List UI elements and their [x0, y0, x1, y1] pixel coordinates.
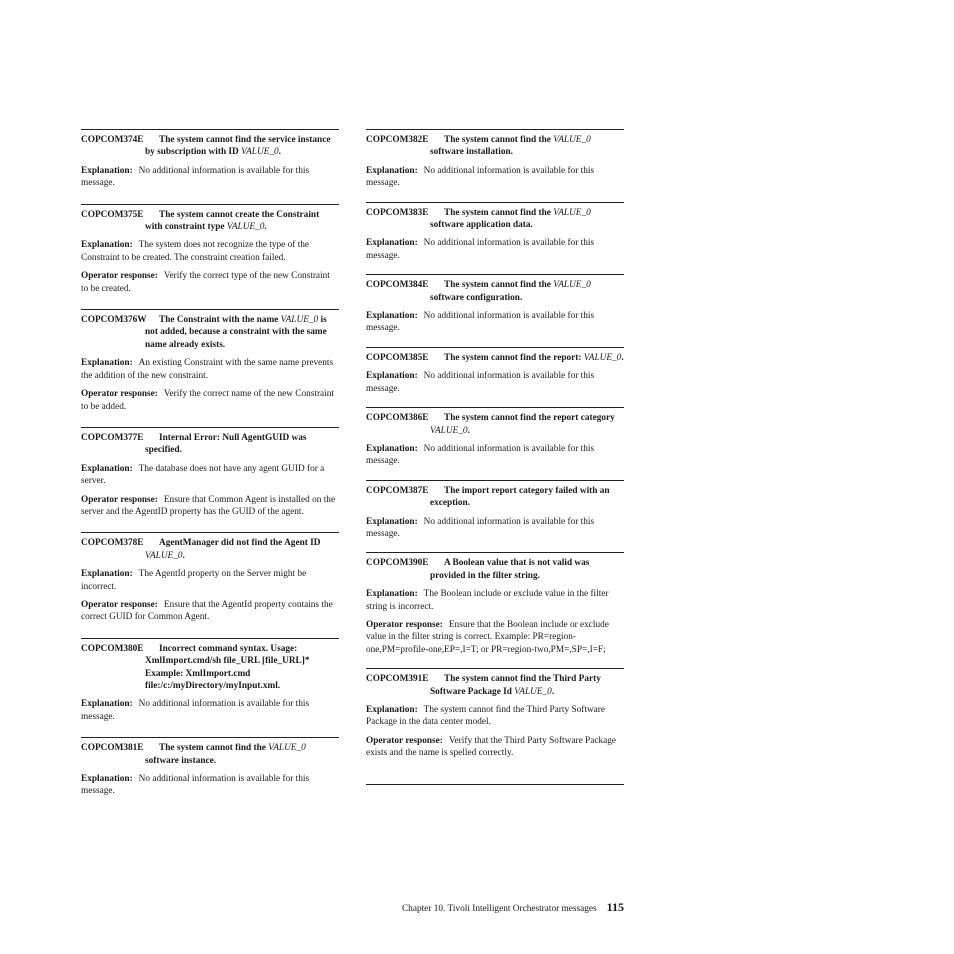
- message-id: COPCOM384E: [366, 280, 429, 291]
- operator-response-paragraph: [81, 388, 339, 413]
- explanation-text: An existing Constraint with the same name prevents the addition of the new constraint.: [81, 358, 334, 381]
- message-variable: VALUE_0: [241, 147, 279, 158]
- message-title-suffix: .: [278, 147, 281, 158]
- explanation-label: Explanation:: [81, 240, 133, 251]
- right-column: [366, 129, 624, 785]
- explanation-paragraph: [81, 568, 339, 593]
- message-entry: [81, 129, 339, 190]
- explanation-text: No additional information is available for this message.: [366, 165, 595, 189]
- message-id: COPCOM391E: [366, 674, 429, 685]
- operator-response-text: Verify the correct type of the new Constraint to be created.: [81, 271, 330, 294]
- explanation-label: Explanation:: [366, 165, 418, 176]
- operator-response-label: Operator response:: [366, 735, 443, 746]
- footer-chapter: Chapter 10. Tivoli Intelligent Orchestrator messages: [401, 904, 597, 914]
- message-title-text: Incorrect command syntax. Usage: XmlImport.cmd/sh file_URL [file_URL]* Example: XmlImport.cmd file:/c:/myDirectory/myInput.xml.: [145, 643, 310, 691]
- explanation-paragraph: [81, 165, 339, 190]
- explanation-label: Explanation:: [81, 774, 133, 785]
- message-entry: [81, 532, 339, 623]
- message-variable: VALUE_0: [226, 222, 265, 233]
- operator-response-text: Ensure that the AgentId property contains the correct GUID for Common Agent.: [81, 599, 333, 623]
- operator-response-label: Operator response:: [81, 389, 158, 400]
- message-id: COPCOM382E: [366, 135, 429, 145]
- message-id: COPCOM376W: [81, 315, 147, 326]
- operator-response-label: Operator response:: [81, 599, 158, 610]
- message-entry: [366, 480, 624, 541]
- message-heading: [81, 643, 339, 693]
- message-title-suffix: software instance.: [145, 755, 217, 766]
- message-entry: [366, 407, 624, 468]
- explanation-label: Explanation:: [366, 516, 418, 527]
- message-variable: VALUE_0: [145, 550, 183, 561]
- message-id: COPCOM374E: [81, 135, 144, 145]
- message-entry: [81, 638, 339, 723]
- explanation-label: Explanation:: [366, 238, 418, 249]
- message-title-suffix: software configuration.: [430, 292, 523, 303]
- message-title-suffix: software application data.: [430, 220, 533, 231]
- message-title-text: The system cannot find the report category: [444, 413, 615, 424]
- message-variable: VALUE_0: [268, 743, 306, 754]
- explanation-paragraph: [366, 165, 624, 190]
- explanation-paragraph: [81, 698, 339, 723]
- message-entry: [81, 737, 339, 798]
- operator-response-label: Operator response:: [81, 494, 158, 505]
- message-heading: [81, 742, 339, 767]
- message-id: COPCOM385E: [366, 352, 429, 363]
- message-title-suffix: software installation.: [430, 147, 513, 158]
- message-id: COPCOM383E: [366, 207, 429, 218]
- message-variable: VALUE_0: [583, 352, 622, 363]
- explanation-label: Explanation:: [366, 371, 418, 382]
- column-end-rule: [366, 784, 624, 785]
- message-id: COPCOM377E: [81, 432, 144, 443]
- explanation-text: No additional information is available for this message.: [366, 371, 595, 394]
- message-entry: [81, 309, 339, 413]
- message-id: COPCOM386E: [366, 413, 429, 424]
- message-title-text: Internal Error: Null AgentGUID was specified.: [145, 432, 307, 456]
- message-variable: VALUE_0: [553, 207, 591, 218]
- explanation-text: No additional information is available for this message.: [81, 699, 310, 722]
- explanation-text: The Boolean include or exclude value in the filter string is incorrect.: [366, 589, 609, 612]
- explanation-paragraph: [366, 443, 624, 468]
- operator-response-label: Operator response:: [81, 271, 158, 282]
- explanation-paragraph: [366, 588, 624, 613]
- message-title-suffix: .: [551, 686, 555, 697]
- message-id: COPCOM390E: [366, 558, 429, 569]
- explanation-paragraph: [366, 370, 624, 395]
- message-heading: [81, 209, 339, 234]
- message-title-suffix: .: [264, 222, 267, 233]
- message-entry: [366, 129, 624, 190]
- message-variable: VALUE_0: [280, 315, 319, 326]
- message-heading: [366, 134, 624, 159]
- explanation-label: Explanation:: [81, 165, 133, 176]
- message-id: COPCOM381E: [81, 743, 144, 754]
- explanation-text: No additional information is available for this message.: [81, 774, 310, 797]
- operator-response-text: Verify that the Third Party Software Package exists and the name is spelled correctly.: [366, 735, 616, 759]
- explanation-text: No additional information is available for this message.: [366, 311, 595, 334]
- message-id: COPCOM375E: [81, 209, 144, 220]
- explanation-label: Explanation:: [366, 311, 418, 322]
- explanation-text: No additional information is available for this message.: [81, 165, 310, 189]
- operator-response-paragraph: [81, 599, 339, 624]
- explanation-paragraph: [366, 516, 624, 541]
- message-title-text: The system cannot create the Constraint with constraint type: [145, 209, 320, 233]
- message-heading: [81, 537, 339, 562]
- explanation-paragraph: [81, 773, 339, 798]
- message-heading: [81, 432, 339, 457]
- message-title-text: The Constraint with the name: [159, 315, 279, 326]
- operator-response-text: Verify the correct name of the new Constraint to be added.: [81, 389, 334, 412]
- message-heading: [366, 485, 624, 510]
- message-title-text: AgentManager did not find the Agent ID: [159, 538, 321, 549]
- message-variable: VALUE_0: [430, 425, 468, 436]
- message-title-text: The system cannot find the: [444, 207, 551, 218]
- operator-response-paragraph: [81, 270, 339, 295]
- message-heading: [366, 412, 624, 437]
- explanation-label: Explanation:: [366, 589, 418, 600]
- message-title-suffix: .: [182, 550, 185, 561]
- explanation-text: No additional information is available for this message.: [366, 443, 595, 467]
- explanation-paragraph: [366, 704, 624, 729]
- explanation-paragraph: [81, 357, 339, 382]
- explanation-paragraph: [366, 310, 624, 335]
- message-entry: [81, 427, 339, 518]
- message-title-text: The import report category failed with an exception.: [430, 485, 610, 509]
- message-title-text: A Boolean value that is not valid was provided in the filter string.: [430, 558, 590, 581]
- message-variable: VALUE_0: [514, 686, 552, 697]
- message-entry: [366, 668, 624, 759]
- message-title-suffix: .: [467, 425, 470, 436]
- message-id: COPCOM380E: [81, 643, 144, 654]
- message-title-text: The system cannot find the service instance by subscription with ID: [145, 135, 331, 158]
- operator-response-paragraph: [366, 619, 624, 656]
- message-title-text: The system cannot find the: [159, 743, 266, 754]
- message-variable: VALUE_0: [553, 280, 591, 291]
- message-title-text: The system cannot find the Third Party Software Package Id: [430, 674, 601, 697]
- message-title-text: The system cannot find the: [444, 280, 551, 291]
- explanation-label: Explanation:: [81, 699, 133, 710]
- page-footer: [402, 900, 624, 915]
- message-heading: [81, 134, 339, 159]
- explanation-paragraph: [81, 463, 339, 488]
- message-title-suffix: .: [621, 352, 624, 363]
- message-entry: [366, 552, 624, 656]
- explanation-text: No additional information is available for this message.: [366, 238, 595, 261]
- operator-response-paragraph: [366, 735, 624, 760]
- message-title-suffix: is not added, because a constraint with the same name already exists.: [145, 315, 327, 350]
- explanation-label: Explanation:: [81, 569, 133, 580]
- explanation-text: The system cannot find the Third Party Software Package in the data center model.: [366, 705, 606, 728]
- explanation-paragraph: [81, 239, 339, 264]
- message-heading: [366, 557, 624, 582]
- explanation-text: The database does not have any agent GUID for a server.: [81, 463, 325, 487]
- explanation-paragraph: [366, 237, 624, 262]
- explanation-text: No additional information is available for this message.: [366, 516, 595, 539]
- message-entry: [81, 204, 339, 295]
- explanation-label: Explanation:: [366, 705, 418, 715]
- operator-response-label: Operator response:: [366, 619, 443, 630]
- operator-response-paragraph: [81, 494, 339, 519]
- message-id: COPCOM387E: [366, 485, 429, 496]
- message-title-text: The system cannot find the report:: [444, 352, 582, 363]
- message-variable: VALUE_0: [553, 135, 591, 145]
- message-heading: [366, 352, 624, 364]
- message-title-text: The system cannot find the: [444, 135, 551, 145]
- explanation-text: The AgentId property on the Server might be incorrect.: [81, 569, 307, 592]
- message-heading: [366, 207, 624, 232]
- message-heading: [366, 279, 624, 304]
- operator-response-text: Ensure that the Boolean include or exclude value in the filter string is correct. Example: PR=region-one,PM=profile-one,EP=,I=T; or PR=region-two,PM=,SP=,I=F;: [366, 619, 609, 655]
- message-entry: [366, 202, 624, 263]
- message-id: COPCOM378E: [81, 538, 144, 549]
- message-entry: [366, 274, 624, 335]
- explanation-label: Explanation:: [366, 443, 418, 454]
- explanation-text: The system does not recognize the type of the Constraint to be created. The constraint creation failed.: [81, 240, 310, 263]
- explanation-label: Explanation:: [81, 463, 133, 474]
- explanation-label: Explanation:: [81, 358, 133, 369]
- operator-response-text: Ensure that Common Agent is installed on the server and the AgentID property has the GUID of the agent.: [81, 494, 336, 517]
- page-number: 115: [606, 900, 624, 914]
- message-heading: [366, 673, 624, 698]
- message-entry: [366, 347, 624, 395]
- left-column: [81, 129, 339, 798]
- message-heading: [81, 314, 339, 351]
